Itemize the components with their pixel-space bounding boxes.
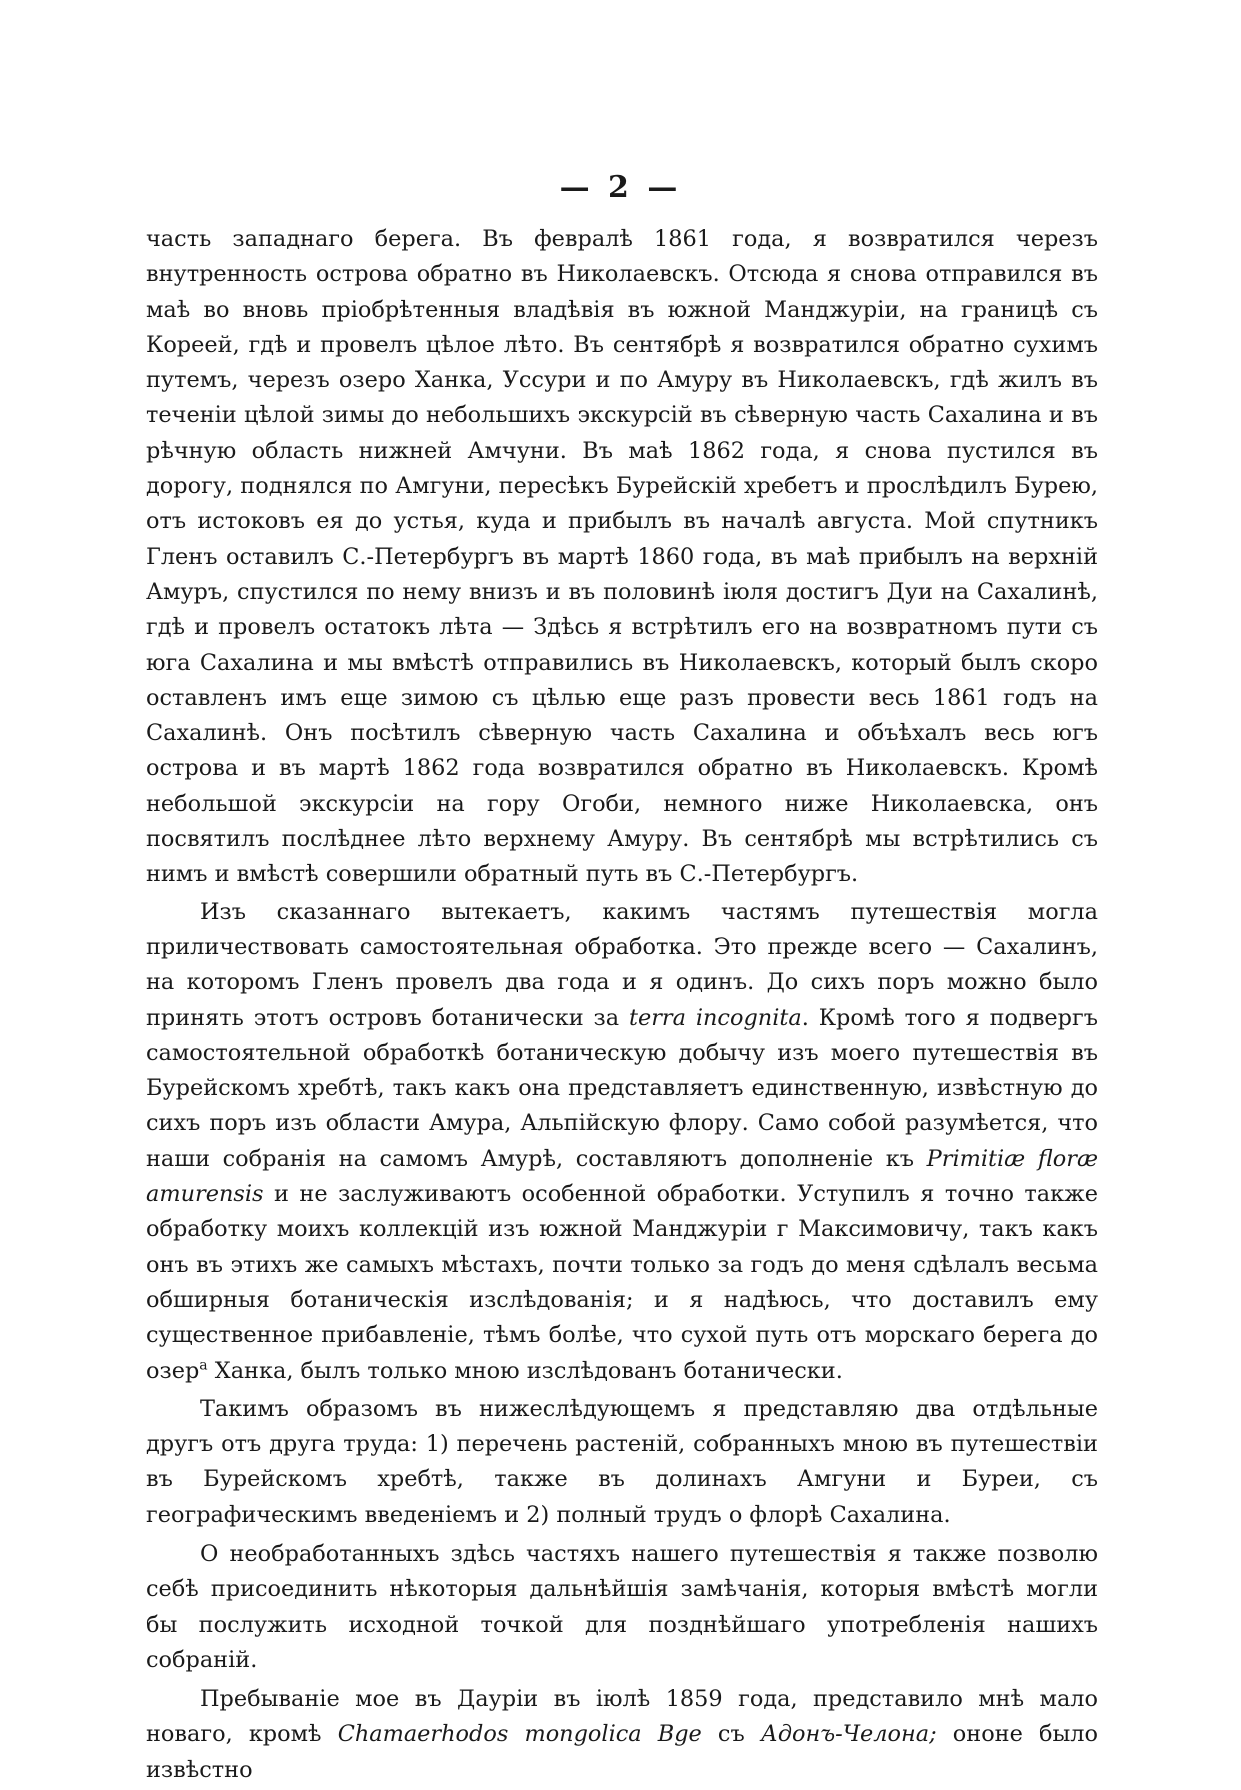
paragraph-2-part-a: Изъ сказаннаго вытекаетъ, какимъ частямъ путешествія могла приличествовать самостоятельная обработка. Это прежде всего — Сахалинъ, на которомъ Гленъ провелъ два года и я одинъ. До сихъ поръ можно было принять этотъ островъ ботанически за (146, 898, 1098, 1031)
paragraph-2-part-d: Ханка, былъ только мною изслѣдованъ ботанически. (207, 1357, 843, 1384)
italic-terra-incognita: terra incognita (628, 1004, 802, 1031)
paragraph-4: О необработанныхъ здѣсь частяхъ нашего путешествія я также позволю себѣ присоединить нѣкоторыя дальнѣйшія замѣчанія, которыя вмѣстѣ могли бы послужить исходной точкой для позднѣйшаго употребленія нашихъ собраній. (146, 1540, 1098, 1673)
paragraph-2-part-b: . Кромѣ того я подвергъ самостоятельной обработкѣ ботаническую добычу изъ моего путешествія въ Бурейскомъ хребтѣ, такъ какъ она представляетъ единственную, извѣстную до сихъ поръ изъ области Амура, Альпійскую флору. Само собой разумѣется, что наши собранія на самомъ Амурѣ, составляютъ дополненіе къ (146, 1004, 1098, 1172)
paragraph-5-part-c: ононе было извѣстно (146, 1721, 1098, 1783)
italic-place-name: Адонъ-Челона; (760, 1721, 937, 1748)
paragraph-1: часть западнаго берега. Въ февралѣ 1861 года, я возвратился черезъ внутренность острова обратно въ Николаевскъ. Отсюда я снова отправился въ маѣ во вновь пріобрѣтенныя владѣвія въ южной Манджуріи, на границѣ съ Кореей, гдѣ и провелъ цѣлое лѣто. Въ сентябрѣ я возвратился обратно сухимъ путемъ, черезъ озеро Ханка, Уссури и по Амуру въ Николаевскъ, гдѣ жилъ въ теченіи цѣлой зимы до небольшихъ экскурсій въ сѣверную часть Сахалина и въ рѣчную область нижней Амчуни. Въ маѣ 1862 года, я снова пустился въ дорогу, поднялся по Амгуни, пересѣкъ Бурейскій хребетъ и прослѣдилъ Бурею, отъ истоковъ ея до устья, куда и прибылъ въ началѣ августа. Мой спутникъ Гленъ оставилъ С.-Петербургъ въ мартѣ 1860 года, въ маѣ прибылъ на верхній Амуръ, спустился по нему внизъ и въ половинѣ іюля достигъ Дуи на Сахалинѣ, гдѣ и провелъ остатокъ лѣта — Здѣсь я встрѣтилъ его на возвратномъ пути съ юга Сахалина и мы вмѣстѣ отправились въ Николаевскъ, который былъ скоро оставленъ имъ еще зимою съ цѣлью еще разъ провести весь 1861 годъ на Сахалинѣ. Онъ посѣтилъ сѣверную часть Сахалина и объѣхалъ весь югъ острова и въ мартѣ 1862 года возвратился обратно въ Николаевскъ. Кромѣ небольшой экскурсіи на гору Огоби, немного ниже Николаевска, онъ посвятилъ послѣднее лѣто верхнему Амуру. Въ сентябрѣ мы встрѣтились съ нимъ и вмѣстѣ совершили обратный путь въ С.-Петербургъ. (146, 226, 1098, 888)
paragraph-3: Такимъ образомъ въ нижеслѣдующемъ я представляю два отдѣльные другъ отъ друга труда: 1) перечень растеній, собранныхъ мною въ путешествіи въ Бурейскомъ хребтѣ, также въ долинахъ Амгуни и Буреи, съ географическимъ введеніемъ и 2) полный трудъ о флорѣ Сахалина. (146, 1395, 1098, 1528)
text-body (146, 222, 1098, 1790)
paragraph-5 (146, 1682, 1098, 1788)
paragraph-2 (146, 895, 1098, 1389)
italic-primitiae-florae: Primitiæ floræ amurensis (146, 1145, 1098, 1208)
page-number: — 2 — (559, 170, 682, 205)
italic-species-name: Chamaerhodos mongolica Bge (337, 1721, 702, 1748)
superscript-a: а (199, 1357, 208, 1374)
paragraph-5-part-a: Пребываніе мое въ Дауріи въ іюлѣ 1859 года, представило мнѣ мало новаго, кромѣ (146, 1686, 1098, 1748)
paragraph-2-part-c: и не заслуживаютъ особенной обработки. Уступилъ я точно также обработку моихъ коллекцій изъ южной Манджуріи г Максимовичу, такъ какъ онъ въ этихъ же самыхъ мѣстахъ, почти только за годъ до меня сдѣлалъ весьма обширныя ботаническія изслѣдованія; и я надѣюсь, что доставилъ ему существенное прибавленіе, тѣмъ болѣе, что сухой путь отъ морскаго берега до озер (146, 1181, 1098, 1384)
paragraph-5-part-b: съ (701, 1721, 761, 1748)
